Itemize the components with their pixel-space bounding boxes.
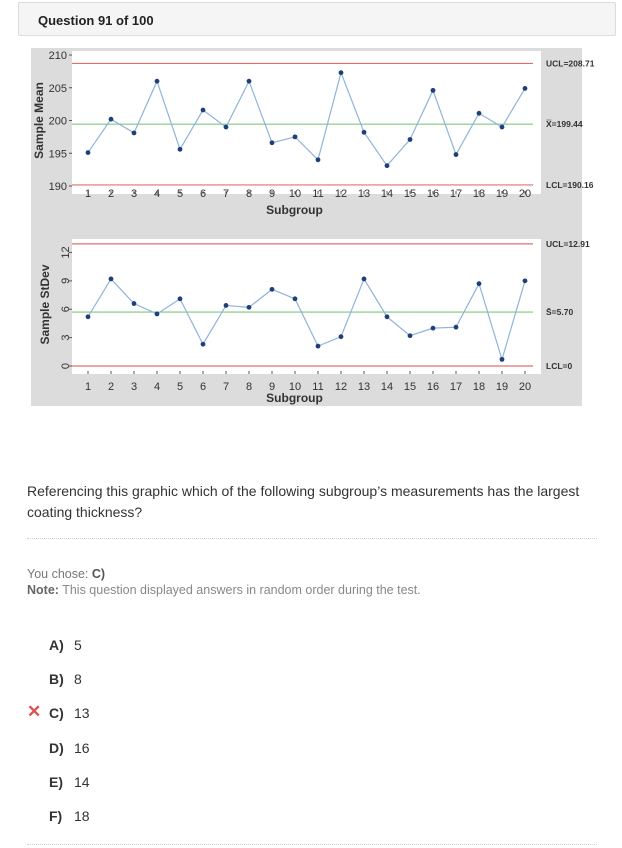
x-tick-label: 17: [449, 188, 463, 200]
answer-option-c[interactable]: [49, 704, 90, 722]
answer-text: 8: [74, 671, 82, 687]
x-tick-label: 1: [84, 381, 92, 393]
answer-text: 13: [74, 705, 90, 721]
data-point: [270, 140, 275, 145]
x-tick-label: 12: [334, 381, 348, 393]
x-tick-label: 4: [153, 381, 161, 393]
x-tick-label: 9: [268, 188, 276, 200]
x-tick-label: 19: [495, 188, 509, 200]
x-tick-label: 16: [426, 381, 440, 393]
answer-text: 14: [74, 774, 90, 790]
data-point: [477, 111, 482, 116]
x-tick-label: 20: [518, 381, 532, 393]
x-tick-label: 12: [334, 188, 348, 200]
x-tick-label: 4: [153, 188, 161, 200]
y-tick-label: 210: [48, 50, 67, 62]
x-tick-label: 7: [222, 381, 230, 393]
you-chose-label: You chose:: [27, 567, 92, 581]
x-tick-label: 5: [176, 188, 184, 200]
answer-letter: B): [49, 671, 64, 687]
data-point: [132, 131, 137, 136]
note-line: [27, 583, 421, 597]
lcl-label: LCL=0: [546, 361, 573, 371]
x-tick-label: 14: [380, 188, 394, 200]
y-tick-label: 205: [48, 82, 67, 95]
center-label: S̄=5.70: [546, 307, 574, 318]
x-tick-label: 19: [495, 381, 509, 393]
data-point: [477, 281, 482, 286]
x-tick-label: 17: [449, 381, 463, 393]
you-chose-line: [27, 567, 105, 581]
lcl-label: LCL=190.16: [546, 179, 594, 190]
note-label: Note:: [27, 583, 59, 597]
data-point: [178, 147, 183, 152]
control-chart-figure: [31, 48, 595, 406]
y-axis-label: Sample StDev: [38, 264, 52, 345]
answer-letter: D): [49, 740, 64, 756]
data-point: [247, 305, 252, 310]
x-tick-label: 2: [107, 188, 115, 200]
data-point: [132, 301, 137, 306]
answer-letter: F): [49, 808, 63, 824]
answer-text: 16: [74, 740, 90, 756]
x-tick-label: 15: [403, 381, 417, 393]
data-point: [385, 314, 390, 319]
data-point: [362, 277, 367, 282]
x-tick-label: 7: [222, 188, 230, 200]
answer-letter: A): [49, 637, 64, 653]
data-point: [178, 296, 183, 301]
x-tick-label: 20: [518, 188, 532, 200]
y-tick-label: 190: [48, 181, 67, 193]
x-tick-label: 16: [426, 188, 440, 200]
x-tick-label: 11: [312, 381, 324, 393]
data-point: [500, 125, 505, 130]
data-point: [270, 287, 275, 292]
x-tick-label: 18: [472, 381, 486, 393]
answer-option-e[interactable]: [49, 773, 90, 791]
data-point: [155, 312, 160, 317]
x-tick-label: 6: [199, 188, 207, 200]
data-point: [454, 325, 459, 330]
y-tick-label: 195: [48, 148, 67, 161]
x-tick-label: 2: [107, 381, 115, 393]
x-tick-label: 14: [380, 381, 394, 393]
data-point: [293, 134, 298, 139]
data-point: [385, 163, 390, 168]
x-tick-label: 5: [176, 381, 184, 393]
data-point: [431, 88, 436, 93]
plot-area: [72, 239, 541, 374]
data-point: [155, 79, 160, 84]
data-point: [339, 70, 344, 75]
x-axis-label: Subgroup: [266, 203, 323, 217]
answer-letter: E): [49, 774, 63, 790]
x-tick-label: 8: [245, 188, 253, 200]
x-tick-label: 18: [472, 188, 486, 200]
x-axis-label: Subgroup: [266, 391, 323, 405]
data-point: [224, 303, 229, 308]
answer-option-a[interactable]: [49, 636, 82, 654]
center-label: X̿=199.44: [546, 119, 583, 130]
question-header: [18, 2, 616, 36]
x-tick-label: 10: [288, 381, 302, 393]
x-tick-label: 15: [403, 188, 417, 200]
data-point: [431, 326, 436, 331]
x-tick-label: 1: [84, 188, 92, 200]
x-tick-label: 3: [130, 381, 138, 393]
answer-option-f[interactable]: [49, 807, 90, 825]
data-point: [523, 278, 528, 283]
y-tick-label: 0: [60, 362, 72, 370]
question-text: Referencing this graphic which of the following subgroup’s measurements has the largest coating thickness?: [27, 483, 580, 520]
answer-option-d[interactable]: [49, 739, 90, 757]
ucl-label: UCL=208.71: [546, 58, 595, 69]
answer-option-b[interactable]: [49, 670, 82, 688]
data-point: [86, 314, 91, 319]
data-point: [293, 296, 298, 301]
x-tick-label: 11: [312, 188, 324, 200]
data-point: [500, 357, 505, 362]
y-tick-label: 9: [60, 277, 72, 284]
data-point: [408, 137, 413, 142]
y-tick-label: 3: [60, 334, 72, 341]
x-tick-label: 13: [357, 188, 371, 200]
divider: [27, 844, 597, 845]
y-tick-label: 6: [60, 306, 72, 313]
data-point: [201, 108, 206, 113]
x-tick-label: 13: [357, 381, 371, 393]
x-tick-label: 9: [268, 381, 276, 393]
answer-letter: C): [49, 705, 64, 721]
data-point: [362, 130, 367, 135]
data-point: [316, 344, 321, 349]
y-axis-label: Sample Mean: [32, 82, 46, 159]
data-point: [523, 86, 528, 91]
data-point: [86, 150, 91, 155]
data-point: [109, 277, 114, 282]
answer-text: 5: [74, 637, 82, 653]
divider: [27, 538, 597, 539]
y-tick-label: 200: [48, 115, 67, 128]
x-tick-label: 10: [288, 188, 302, 200]
note-text: This question displayed answers in random order during the test.: [58, 583, 421, 597]
wrong-answer-icon: ✕: [27, 702, 42, 721]
data-point: [339, 334, 344, 339]
y-tick-label: 12: [60, 246, 72, 259]
ucl-label: UCL=12.91: [546, 238, 590, 249]
x-tick-label: 8: [245, 381, 253, 393]
x-tick-label: 6: [199, 381, 207, 393]
plot-area: [72, 51, 541, 194]
data-point: [316, 157, 321, 162]
data-point: [408, 333, 413, 338]
you-chose-value: C): [91, 567, 106, 581]
x-tick-label: 3: [130, 188, 138, 200]
question-counter: Question 91 of 100: [38, 13, 154, 28]
data-point: [201, 342, 206, 347]
answer-text: 18: [74, 808, 90, 824]
data-point: [224, 125, 229, 130]
data-point: [454, 152, 459, 157]
data-point: [247, 79, 252, 84]
control-chart-svg: [31, 48, 595, 406]
data-point: [109, 117, 114, 122]
